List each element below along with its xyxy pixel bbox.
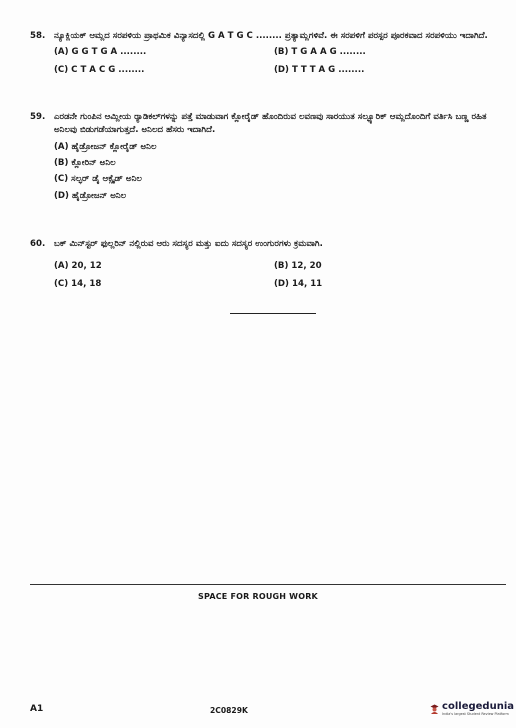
option-d: (D) ಹೈಡ್ರೋಜನ್ ಅನಿಲ [54,190,127,201]
question-text: ಎರಡನೇ ಗುಂಪಿನ ಆಮ್ಲೀಯ ರ್‍ಯಾಡಿಕಲ್‌ಗಳನ್ನು ಪತ್ತೆ ಮಾಡುವಾಗ ಕ್ಲೋರೈಡ್ ಹೊಂದಿರುವ ಲವಣವು ಸಾರಯುತ ಸಲ್ಫ್ಯೂರಿಕ್ ಆಮ್ಲದೊಂದಿಗೆ ವರ್ತಿಸಿ ಬಣ್ಣ ರಹಿತ ಅನಿಲವು ಬಿಡುಗಡೆಯಾಗುತ್ತದೆ. ಅನಿಲದ ಹೆಸರು ಇದಾಗಿದೆ. [54,112,487,136]
rough-work-label: SPACE FOR ROUGH WORK [198,592,318,601]
option-c: (C) C T A C G ........ [54,64,145,75]
logo-name: collegedunia [442,700,514,712]
rough-work-divider [30,584,506,585]
options [54,141,494,203]
option-c: (C) ಸಲ್ಫರ್ ಡೈ ಆಕ್ಸೈಡ್ ಅನಿಲ [54,174,142,185]
question-number: 60. [30,239,46,249]
options [54,260,494,291]
end-of-questions-divider [230,313,316,314]
option-d: (D) 14, 11 [274,278,323,289]
option-d: (D) T T T A G ........ [274,64,365,75]
question-text: ನ್ಯೂಕ್ಲಿಯಕ್ ಆಮ್ಲದ ಸರಪಳಿಯ ಪ್ರಾಥಮಿಕ ವಿನ್ಯಾಸದಲ್ಲಿ G A T G C ........ ಪ್ರತ್ಯಾಮ್ಲಗಳಿವೆ. ಈ ಸರಪಳಿಗೆ ಪರಸ್ಪರ ಪೂರಕವಾದ ಸರಪಳಿಯು ಇದಾಗಿದೆ. [54,31,488,41]
option-c: (C) 14, 18 [54,278,102,289]
logo-text-group [442,702,514,716]
collegedunia-logo [430,696,514,722]
page-code: A1 [30,704,44,714]
question-58 [30,30,494,77]
graduate-icon [430,699,439,719]
option-a: (A) 20, 12 [54,261,102,272]
question-number: 58. [30,31,46,41]
option-b: (B) T G A A G ........ [274,47,366,58]
option-a: (A) G G T G A ........ [54,47,147,58]
question-59 [30,111,494,206]
option-b: (B) 12, 20 [274,261,322,272]
logo-tagline: India's largest Student Review Platform [442,711,509,716]
option-b: (B) ಕ್ಲೋರಿನ್ ಅನಿಲ [54,157,116,168]
booklet-code: 2C0829K [210,706,248,715]
question-number: 59. [30,112,46,122]
question-text: ಬಕ್ ಮಿನ್‌ಸ್ಟರ್ ಫುಲ್ಲರಿನ್ ನಲ್ಲಿರುವ ಆರು ಸದಸ್ಯರ ಮತ್ತು ಐದು ಸದಸ್ಯರ ಉಂಗುರಗಳು ಕ್ರಮವಾಗಿ. [54,239,323,249]
options [54,46,494,77]
question-60 [30,238,494,291]
option-a: (A) ಹೈಡ್ರೋಜನ್ ಕ್ಲೋರೈಡ್ ಅನಿಲ [54,141,157,152]
